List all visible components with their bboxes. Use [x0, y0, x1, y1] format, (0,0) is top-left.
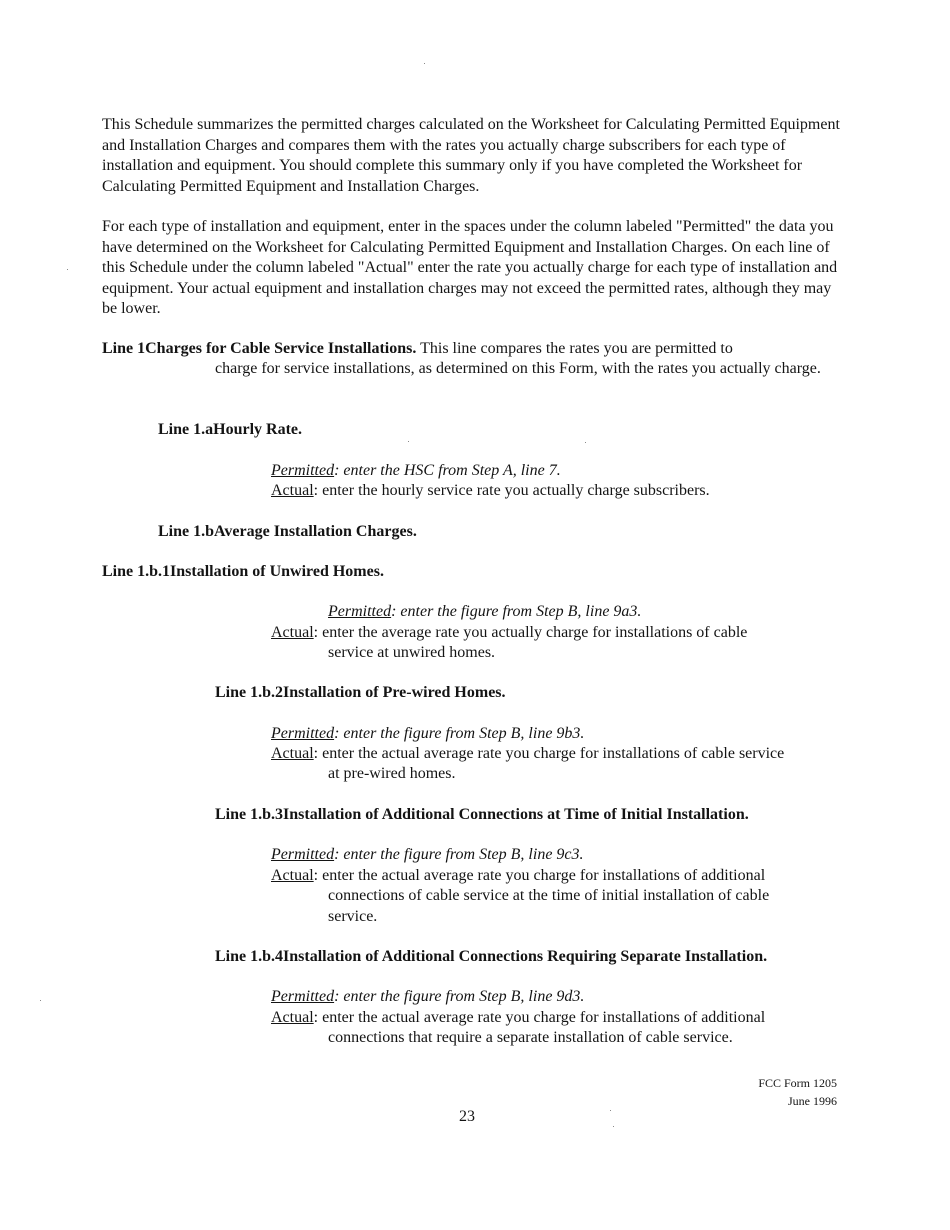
line-1-label: Line 1 [102, 340, 146, 357]
line-1b3-actual [271, 866, 765, 887]
permitted-label: Permitted [271, 846, 335, 863]
permitted-label: Permitted [271, 725, 335, 742]
line-1b1-actual-cont: service at unwired homes. [328, 644, 496, 661]
line-1b2-permitted [271, 724, 584, 745]
actual-text: : enter the hourly service rate you actually charge subscribers. [313, 482, 710, 499]
line-1b3-heading [215, 805, 749, 826]
line-1b1-title: Installation of Unwired Homes. [170, 563, 384, 580]
line-1a-permitted [271, 461, 561, 482]
line-1b1-permitted [328, 602, 641, 623]
permitted-text: : enter the figure from Step B, line 9d3. [334, 988, 585, 1005]
line-1-text-first: This line compares the rates you are permitted to [420, 340, 733, 357]
permitted-text: : enter the figure from Step B, line 9a3. [391, 603, 642, 620]
line-1a-actual [271, 481, 710, 502]
line-1b4-label: Line 1.b.4 [215, 948, 284, 965]
line-1b-title: Average Installation Charges. [214, 523, 417, 540]
footer-form-info [758, 1074, 837, 1110]
line-1-heading [102, 339, 842, 360]
line-1-text-rest: charge for service installations, as determined on this Form, with the rates you actually charge. [215, 360, 821, 377]
actual-text: : enter the actual average rate you charge for installations of additional [313, 867, 766, 884]
permitted-label: Permitted [271, 462, 335, 479]
line-1a-label: Line 1.a [158, 421, 214, 438]
permitted-text: : enter the HSC from Step A, line 7. [334, 462, 561, 479]
scan-speck [610, 1110, 611, 1111]
permitted-label: Permitted [328, 603, 392, 620]
permitted-label: Permitted [271, 988, 335, 1005]
scan-speck [613, 1126, 614, 1127]
line-1b4-actual [271, 1008, 765, 1029]
line-1b2-actual [271, 744, 784, 765]
actual-label: Actual [271, 745, 314, 762]
actual-label: Actual [271, 482, 314, 499]
scan-speck [585, 442, 586, 443]
line-1b1-heading [102, 562, 384, 583]
line-1-title: Charges for Cable Service Installations. [145, 340, 417, 357]
scan-speck [67, 269, 68, 270]
permitted-text: : enter the figure from Step B, line 9b3. [334, 725, 585, 742]
line-1a-heading [158, 420, 302, 441]
actual-text: : enter the average rate you actually charge for installations of cable [313, 624, 748, 641]
line-1b1-actual [271, 623, 747, 644]
line-1b2-actual-cont: at pre-wired homes. [328, 765, 456, 782]
intro-paragraph-1: This Schedule summarizes the permitted charges calculated on the Worksheet for Calculating Permitted Equipment and Installation Charges and compares them with the rates you actually charge subscribers for each type of installation and equipment. You should complete this summary only if you have completed the Worksheet for Calculating Permitted Equipment and Installation Charges. [102, 116, 840, 195]
line-1b3-actual-cont: connections of cable service at the time of initial installation of cable service. [328, 887, 770, 925]
footer-form-name: FCC Form 1205 [758, 1076, 837, 1090]
line-1b1-label: Line 1.b.1 [102, 563, 171, 580]
scan-speck [424, 63, 425, 64]
actual-text: : enter the actual average rate you charge for installations of cable service [313, 745, 785, 762]
footer-form-date: June 1996 [788, 1094, 837, 1108]
line-1b3-label: Line 1.b.3 [215, 806, 284, 823]
line-1b3-permitted [271, 845, 584, 866]
scan-speck [408, 441, 409, 442]
line-1b-heading [158, 522, 417, 543]
line-1b4-heading [215, 947, 767, 968]
actual-label: Actual [271, 867, 314, 884]
actual-label: Actual [271, 1009, 314, 1026]
line-1b2-label: Line 1.b.2 [215, 684, 284, 701]
line-1b-label: Line 1.b [158, 523, 215, 540]
intro-paragraph-2: For each type of installation and equipment, enter in the spaces under the column labeled "Permitted" the data you have determined on the Worksheet for Calculating Permitted Equipment and Installation Charges. On each line of this Schedule under the column labeled "Actual" enter the rate you actually charge for each type of installation and equipment. Your actual equipment and installation charges may not exceed the permitted rates, although they may be lower. [102, 218, 838, 317]
permitted-text: : enter the figure from Step B, line 9c3. [334, 846, 584, 863]
line-1b3-title: Installation of Additional Connections at Time of Initial Installation. [283, 806, 749, 823]
actual-label: Actual [271, 624, 314, 641]
line-1b4-permitted [271, 987, 584, 1008]
actual-text: : enter the actual average rate you charge for installations of additional [313, 1009, 766, 1026]
line-1b2-title: Installation of Pre-wired Homes. [283, 684, 506, 701]
line-1b2-heading [215, 683, 506, 704]
line-1b4-actual-cont: connections that require a separate installation of cable service. [328, 1029, 733, 1046]
scan-speck [40, 1000, 41, 1001]
line-1b4-title: Installation of Additional Connections Requiring Separate Installation. [283, 948, 768, 965]
page-number: 23 [459, 1108, 475, 1125]
line-1a-title: Hourly Rate. [213, 421, 302, 438]
